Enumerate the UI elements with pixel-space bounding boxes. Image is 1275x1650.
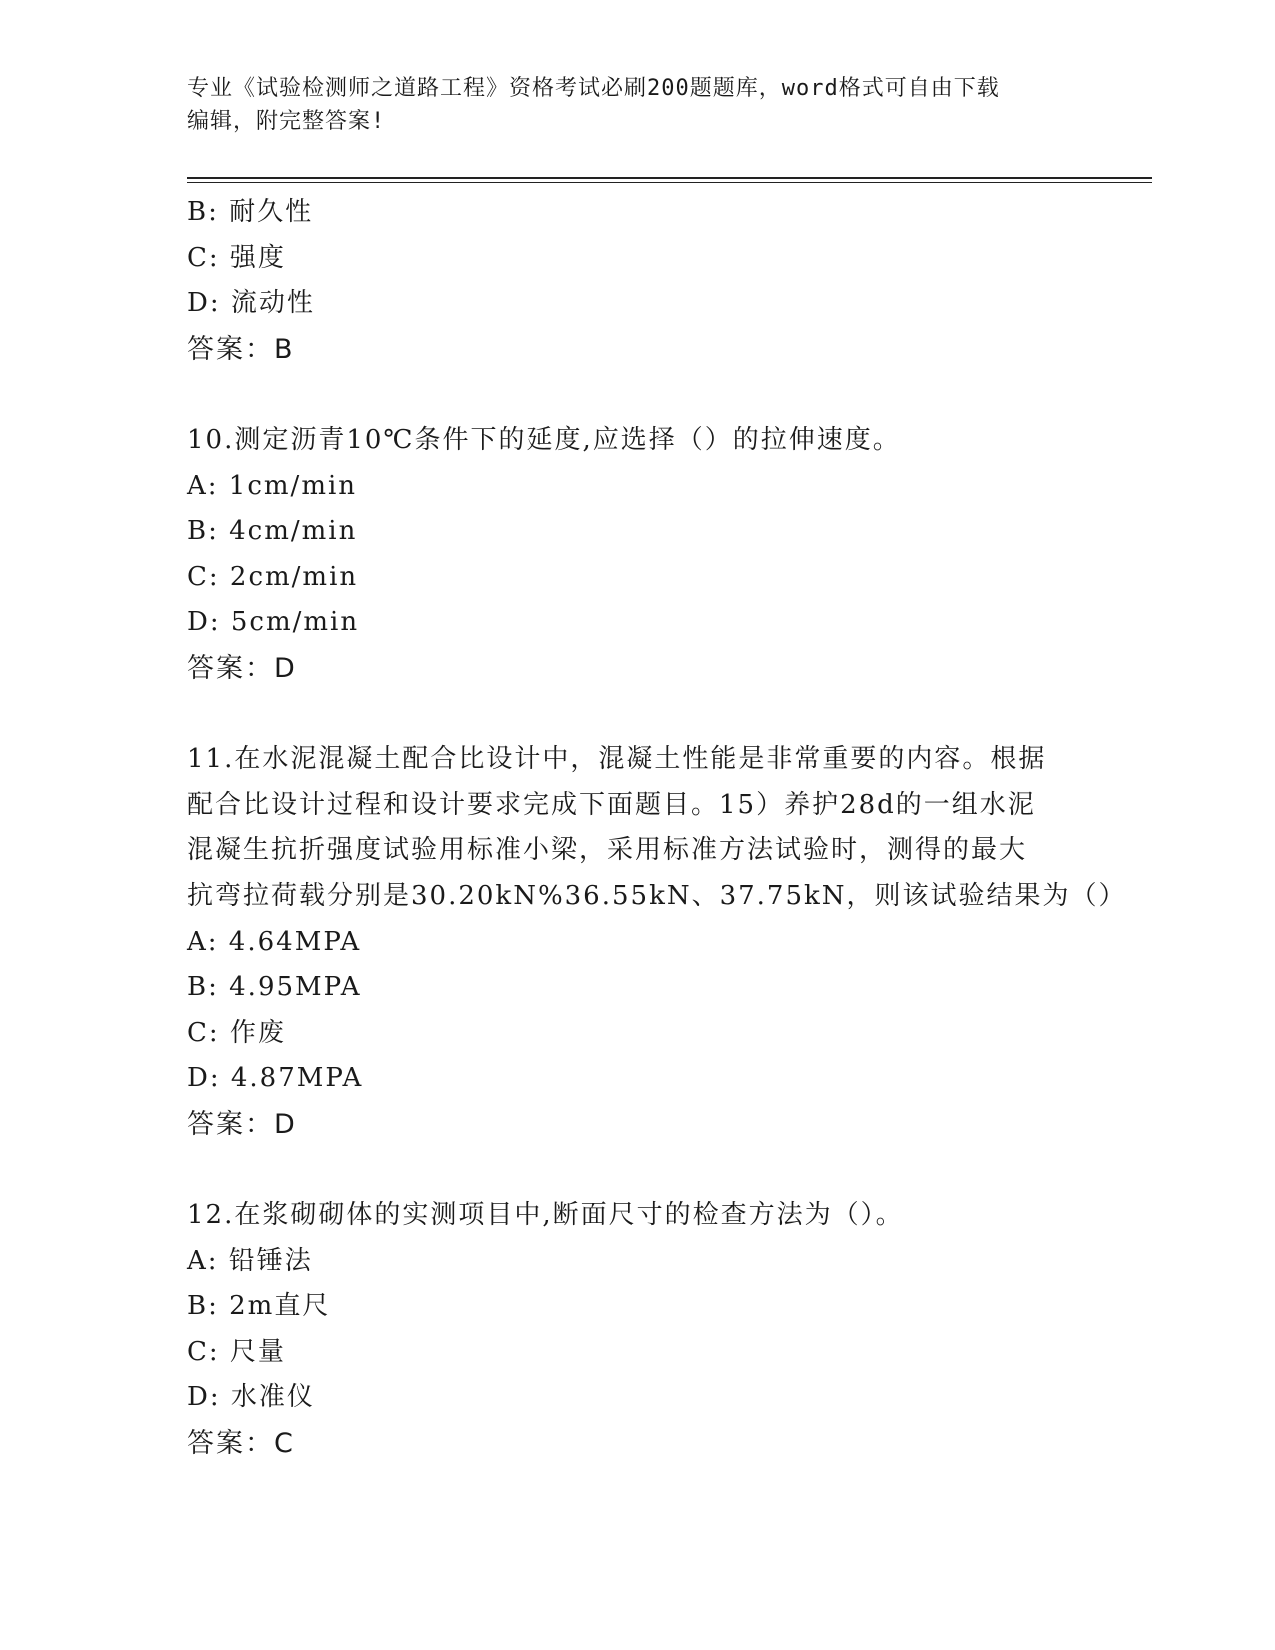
question-gap bbox=[187, 692, 1087, 738]
question-text: 12.在浆砌砌体的实测项目中,断面尺寸的检查方法为（）。 bbox=[187, 1200, 904, 1231]
answer-line: 答案：D bbox=[187, 652, 297, 684]
option-d: D: 5cm/min bbox=[187, 607, 360, 638]
question-gap bbox=[187, 1147, 1087, 1193]
answer-line: 答案：C bbox=[187, 1428, 295, 1460]
option-d: D: 4.87MPA bbox=[187, 1063, 364, 1094]
question-text-line-2: 配合比设计过程和设计要求完成下面题目。15）养护28d的一组水泥 bbox=[187, 789, 1036, 820]
question-text: 10.测定沥青10℃条件下的延度,应选择（）的拉伸速度。 bbox=[187, 424, 901, 455]
option-d: D: 水准仪 bbox=[187, 1382, 315, 1413]
option-d: D: 流动性 bbox=[187, 288, 315, 319]
question-9-continued bbox=[187, 190, 1087, 372]
option-c: C: 作废 bbox=[187, 1017, 286, 1048]
question-list bbox=[187, 190, 1127, 1467]
option-c: C: 尺量 bbox=[187, 1336, 286, 1367]
question-gap bbox=[187, 372, 1087, 418]
option-c: C: 2cm/min bbox=[187, 561, 359, 592]
document-header bbox=[187, 72, 1087, 138]
question-11 bbox=[187, 737, 1127, 1147]
option-b: B: 2m直尺 bbox=[187, 1291, 331, 1322]
answer-line: 答案：B bbox=[187, 333, 295, 365]
option-a: A: 4.64MPA bbox=[187, 926, 362, 957]
question-10 bbox=[187, 418, 1087, 692]
option-b: B: 耐久性 bbox=[187, 197, 314, 227]
answer-line: 答案：D bbox=[187, 1108, 297, 1140]
header-line-1: 专业《试验检测师之道路工程》资格考试必刷200题题库，word格式可自由下载 bbox=[187, 76, 1000, 101]
header-divider-thick bbox=[187, 177, 1152, 179]
option-b: B: 4cm/min bbox=[187, 516, 358, 547]
header-line-2: 编辑，附完整答案! bbox=[187, 109, 386, 134]
question-12 bbox=[187, 1193, 1087, 1467]
question-text-line-1: 11.在水泥混凝土配合比设计中，混凝土性能是非常重要的内容。根据 bbox=[187, 744, 1047, 775]
option-a: A: 铅锤法 bbox=[187, 1245, 313, 1276]
option-b: B: 4.95MPA bbox=[187, 972, 362, 1003]
option-c: C: 强度 bbox=[187, 242, 286, 273]
header-divider-thin bbox=[187, 182, 1152, 183]
question-text-line-4: 抗弯拉荷载分别是30.20kN%36.55kN、37.75kN，则该试验结果为（） bbox=[187, 880, 1127, 911]
option-a: A: 1cm/min bbox=[187, 470, 358, 501]
question-text-line-3: 混凝生抗折强度试验用标准小梁，采用标准方法试验时，测得的最大 bbox=[187, 835, 1028, 866]
